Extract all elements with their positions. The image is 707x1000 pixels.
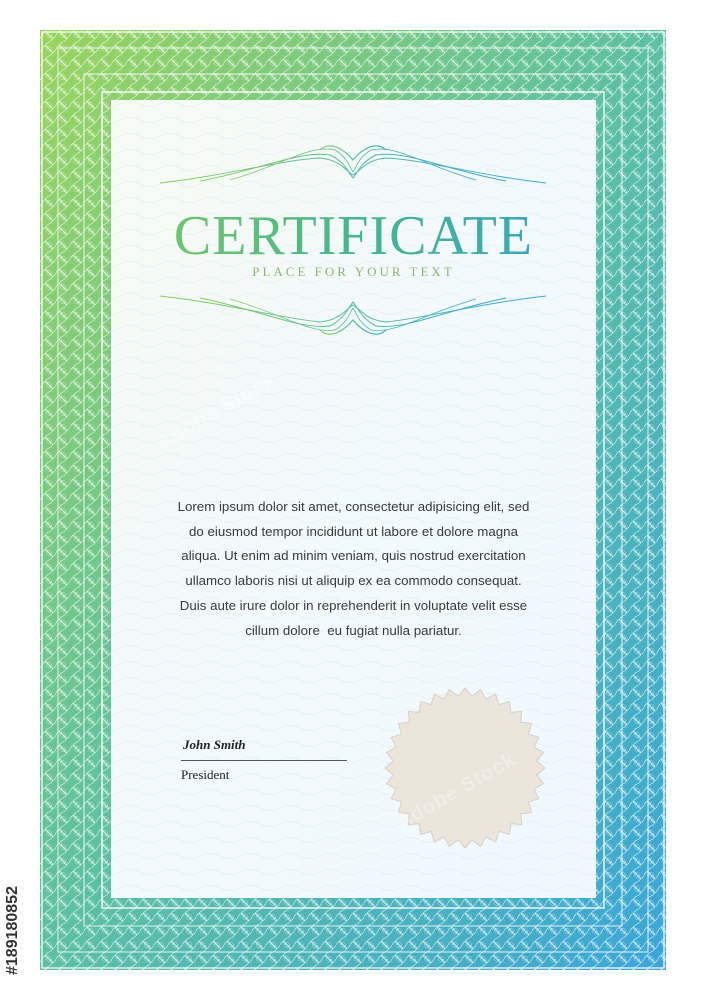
signer-name: John Smith (183, 737, 246, 752)
certificate-title: CERTIFICATE (111, 204, 596, 268)
body-line: ullamco laboris nisi ut aliquip ex ea commodo consequat. (185, 573, 522, 589)
body-line: cillum dolore eu fugiat nulla pariatur. (245, 622, 462, 638)
certificate-body-text (150, 495, 557, 643)
certificate-subtitle: PLACE FOR YOUR TEXT (252, 264, 455, 279)
signer-title: President (181, 767, 230, 782)
seal (385, 688, 545, 848)
stock-image-id: #189180852 (4, 886, 21, 975)
stock-watermark: Adobe Stock (153, 368, 280, 454)
body-line: Lorem ipsum dolor sit amet, consectetur adipisicing elit, sed (177, 499, 530, 514)
signature-line (181, 760, 347, 761)
body-line: aliqua. Ut enim ad minim veniam, quis nostrud exercitation (181, 548, 526, 564)
body-line: Duis aute irure dolor in reprehenderit in voluptate velit esse (179, 597, 528, 613)
stock-watermark: Adobe Stock (393, 748, 520, 834)
body-line: do eiusmod tempor incididunt ut labore et dolore magna (189, 523, 518, 539)
